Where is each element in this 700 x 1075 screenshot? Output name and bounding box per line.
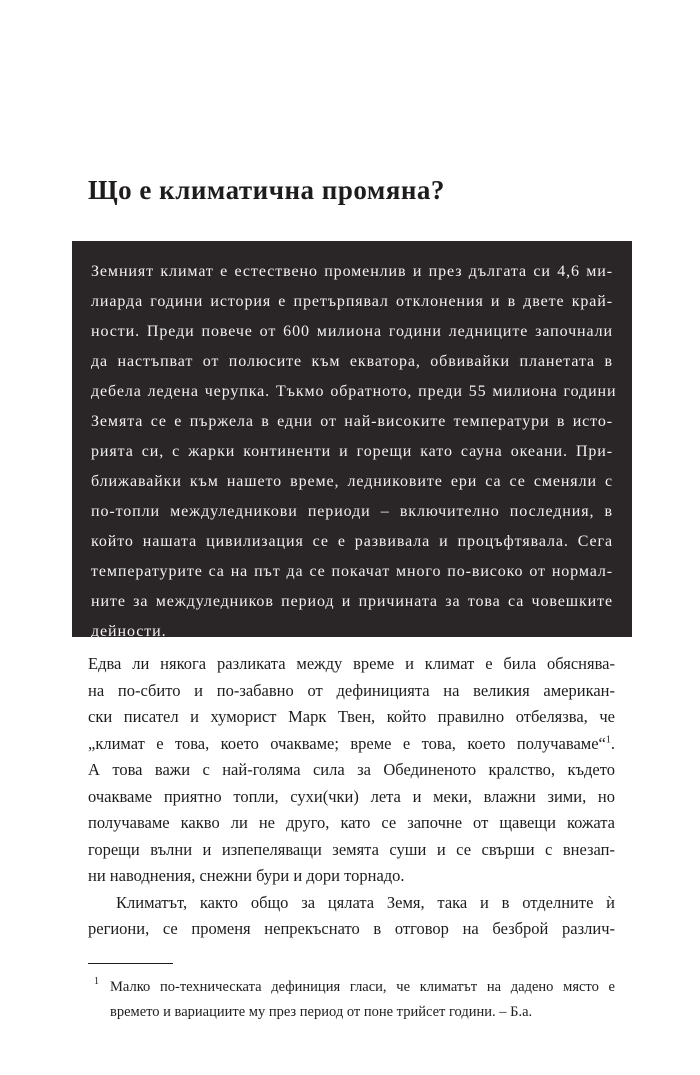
box-line: дебела ледена черупка. Тъкмо обратното, преди 55 милиона години — [91, 383, 617, 400]
box-line: ближавайки към нашето време, ледниковите ери са се сменяли с — [91, 473, 613, 490]
box-line: рията си, с жарки континенти и горещи като сауна океани. При- — [91, 443, 613, 460]
box-line: Земният климат е естествено променлив и през дългата си 4,6 ми- — [91, 263, 613, 280]
body-line: ни наводнения, снежни бури и дори торнадо. — [88, 866, 405, 885]
body-line: на по-сбито и по-забавно от дефиницията на великия американ- — [88, 680, 615, 700]
footnote — [88, 975, 615, 1025]
footnote-line: Малко по-техническата дефиниция гласи, че климатът на дадено място е — [110, 979, 615, 995]
box-line: по-топли междуледникови периоди – включително последния, в — [91, 503, 613, 520]
intro-box — [72, 241, 632, 640]
body-line: получаваме какво ли не друго, като се започне от щавещи кожата — [88, 813, 615, 832]
body-line: А това важи с най-голяма сила за Обединеното кралство, където — [88, 760, 615, 779]
body-line: очакваме приятно топли, сухи(чки) лета и меки, влажни зими, но — [88, 786, 615, 806]
box-line: лиарда години история е претърпявал отклонения и в двете край- — [91, 293, 613, 310]
box-line: който нашата цивилизация се е развивала и процъфтявала. Сега — [91, 533, 613, 550]
body-paragraphs — [88, 651, 615, 943]
footnote-divider — [88, 963, 173, 964]
box-line: температурите са на път да се покачат много по-високо от нормал- — [91, 563, 614, 580]
body-line: горещи вълни и изпепеляващи земята суши и се свърши с внезап- — [88, 839, 615, 859]
body-line: ски писател и хуморист Марк Твен, който правилно отбелязва, че — [88, 707, 615, 726]
quote-period: . — [610, 733, 615, 753]
box-line: дейности. — [91, 623, 167, 640]
body-line: Климатът, както общо за цялата Земя, така и в отделните ѝ — [116, 892, 615, 912]
box-line: ности. Преди повече от 600 милиона години ледниците започнали — [91, 323, 613, 340]
section-heading: Що е климатична промяна? — [88, 175, 445, 205]
quote-text: „климат е това, което очакваме; време е това, което получаваме“ — [88, 733, 606, 753]
footnote-line: времето и вариациите му през период от поне трийсет години. – Б.а. — [110, 1004, 533, 1020]
body-line: региони, се променя непрекъснато в отговор на безброй различ- — [88, 919, 615, 938]
footnote-number: 1 — [94, 976, 99, 987]
box-line: Земята се е пържела в едни от най-високите температури в исто- — [91, 413, 613, 430]
body-line-with-footnote — [88, 731, 615, 758]
box-line: ните за междуледников период и причината за това са човешките — [91, 593, 613, 610]
box-line: да настъпват от полюсите към екватора, обвивайки планетата в — [91, 353, 613, 370]
body-line: Едва ли някога разликата между време и климат е била обяснява- — [88, 654, 615, 673]
footnote-reference: 1 — [605, 734, 611, 745]
